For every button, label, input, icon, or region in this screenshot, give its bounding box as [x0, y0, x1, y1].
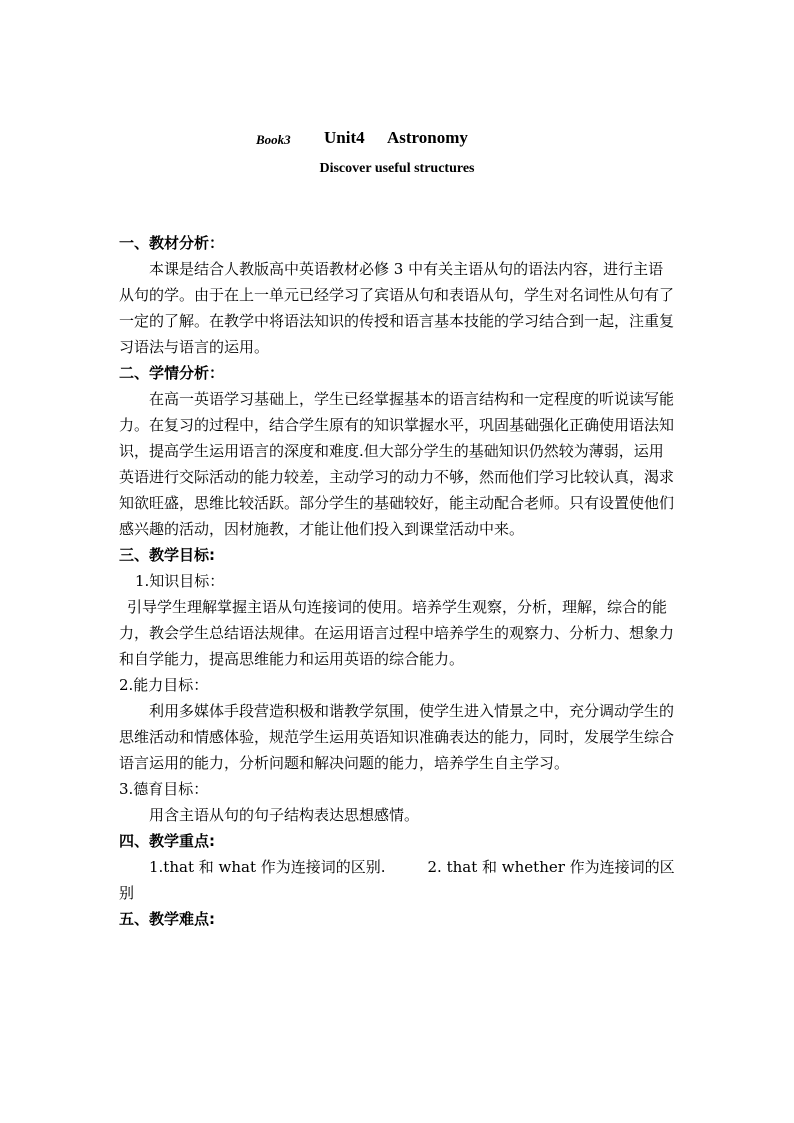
document-body	[119, 230, 675, 932]
section-heading-teaching-goals: 三、教学目标:	[119, 546, 215, 564]
ability-goal-label: 2.能力目标：	[119, 676, 209, 694]
moral-goal-paragraph: 用含主语从句的句子结构表达思想感情。	[149, 806, 420, 824]
section-heading-key-points: 四、教学重点:	[119, 832, 215, 850]
key-point-1: 1.that 和 what 作为连接词的区别.	[149, 858, 386, 876]
unit-label: Unit4	[324, 128, 365, 147]
key-points-paragraph	[119, 854, 675, 906]
textbook-analysis-paragraph: 本课是结合人教版高中英语教材必修 3 中有关主语从句的语法内容，进行主语从句的学。由于在上一单元已经学习了宾语从句和表语从句，学生对名词性从句有了一定的了解。在教学中将语法知识的传授和语言基本技能的学习结合到一起，注重复习语法与语言的运用。	[119, 260, 675, 356]
topic-label: Astronomy	[387, 128, 468, 147]
knowledge-goal-paragraph: 引导学生理解掌握主语从句连接词的使用。培养学生观察，分析，理解，综合的能力，教会学生总结语法规律。在运用语言过程中培养学生的观察力、分析力、想象力和自学能力，提高思维能力和运用英语的综合能力。	[119, 598, 675, 668]
moral-goal-label: 3.德育目标：	[119, 780, 209, 798]
book-label: Book3	[256, 132, 291, 147]
student-analysis-paragraph: 在高一英语学习基础上，学生已经掌握基本的语言结构和一定程度的听说读写能力。在复习的过程中，结合学生原有的知识掌握水平，巩固基础强化正确使用语法知识，提高学生运用语言的深度和难度.但大部分学生的基础知识仍然较为薄弱，运用英语进行交际活动的能力较差，主动学习的动力不够，然而他们学习比较认真，渴求知欲旺盛，思维比较活跃。部分学生的基础较好，能主动配合老师。只有设置使他们感兴趣的活动，因材施教，才能让他们投入到课堂活动中来。	[119, 390, 675, 538]
section-heading-textbook-analysis: 一、教材分析：	[119, 234, 225, 252]
section-heading-difficulties: 五、教学难点:	[119, 910, 215, 928]
ability-goal-paragraph: 利用多媒体手段营造积极和谐教学氛围，使学生进入情景之中，充分调动学生的思维活动和情感体验，规范学生运用英语知识准确表达的能力，同时，发展学生综合语言运用的能力，分析问题和解决问题的能力，培养学生自主学习。	[119, 702, 675, 772]
document-subtitle: Discover useful structures	[319, 161, 475, 176]
knowledge-goal-label: 1.知识目标：	[135, 572, 225, 590]
key-point-2: 2. that 和 whether 作为连接词的区别	[119, 858, 675, 902]
section-heading-student-analysis: 二、学情分析：	[119, 364, 225, 382]
document-title	[0, 128, 794, 152]
